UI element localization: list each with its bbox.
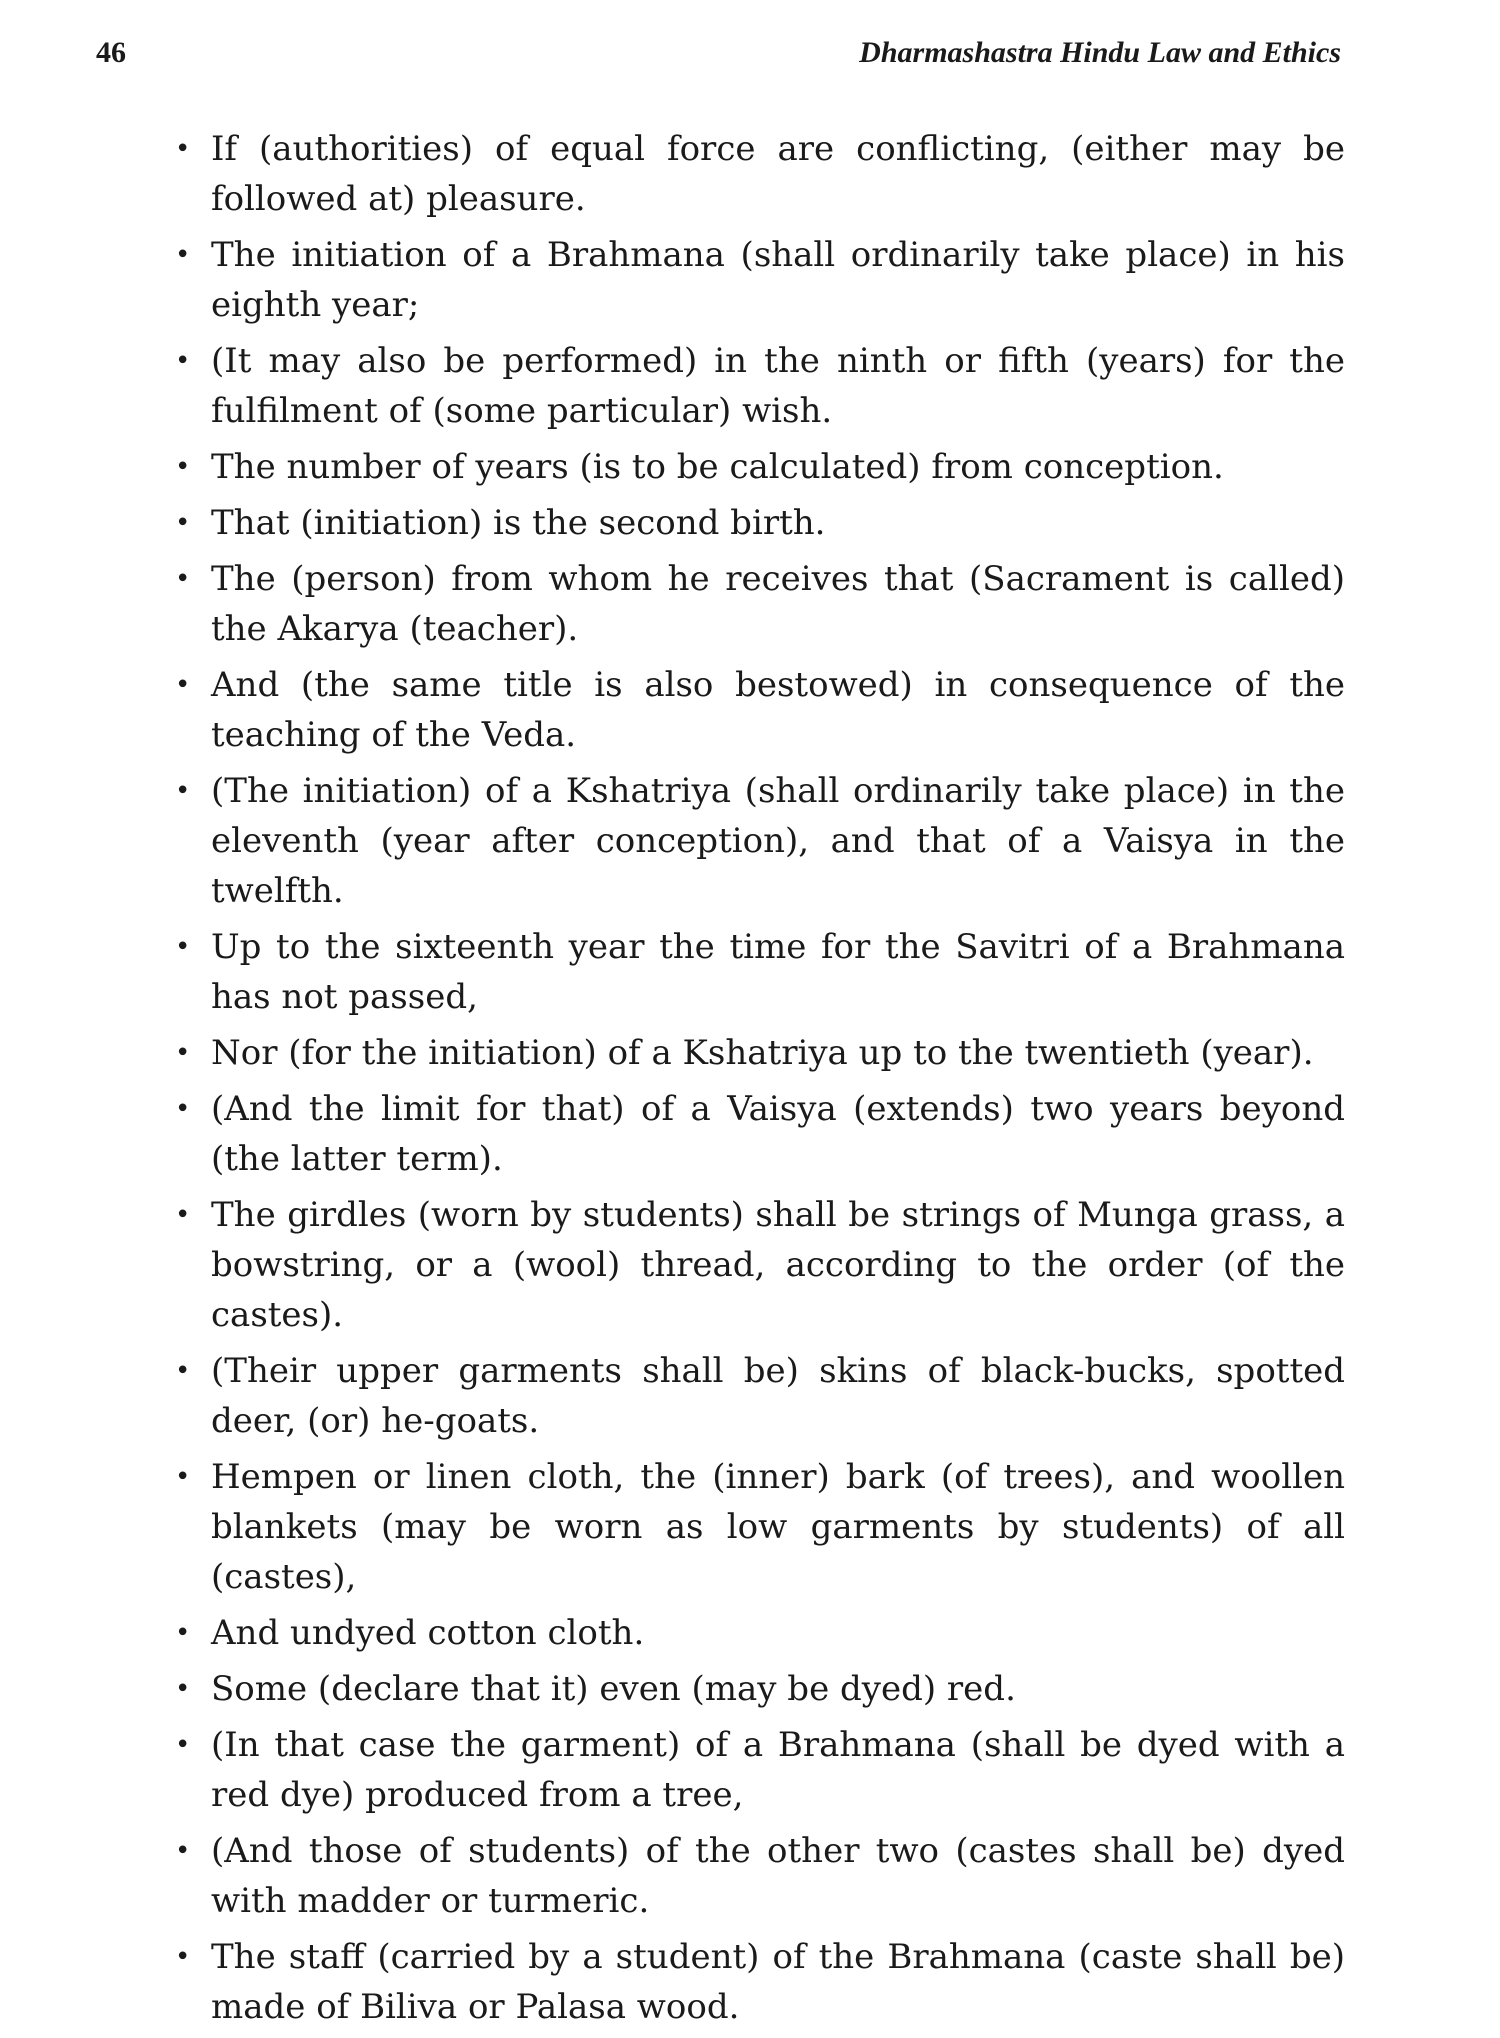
- list-item: [175, 922, 1345, 1022]
- page-body: [175, 124, 1345, 2038]
- bullet-icon: •: [175, 776, 191, 806]
- list-item: [175, 1084, 1345, 1184]
- bullet-icon: •: [175, 508, 191, 538]
- list-item-text: (And the limit for that) of a Vaisya (extends) two years beyond (the latter term).: [211, 1089, 1345, 1179]
- list-item: [175, 554, 1345, 654]
- bullet-icon: •: [175, 346, 191, 376]
- bullet-icon: •: [175, 1618, 191, 1648]
- bullet-icon: •: [175, 134, 191, 164]
- page-number: 46: [96, 36, 126, 69]
- list-item: [175, 1664, 1345, 1714]
- list-item-text: The girdles (worn by students) shall be strings of Munga grass, a bowstring, or a (wool) thread, according to the order (of the castes).: [211, 1195, 1345, 1335]
- list-item-text: (And those of students) of the other two (castes shall be) dyed with madder or turmeric.: [211, 1831, 1345, 1921]
- list-item: [175, 1028, 1345, 1078]
- list-item-text: If (authorities) of equal force are conflicting, (either may be followed at) pleasure.: [211, 129, 1345, 219]
- list-item: [175, 1932, 1345, 2032]
- bullet-icon: •: [175, 1038, 191, 1068]
- bullet-icon: •: [175, 670, 191, 700]
- list-item-text: The staff (carried by a student) of the Brahmana (caste shall be) made of Biliva or Palasa wood.: [211, 1937, 1345, 2027]
- list-item: [175, 1826, 1345, 1926]
- list-item-text: The (person) from whom he receives that (Sacrament is called) the Akarya (teacher).: [211, 559, 1345, 649]
- list-item-text: That (initiation) is the second birth.: [211, 503, 826, 543]
- list-item: [175, 1720, 1345, 1820]
- list-item: [175, 124, 1345, 224]
- bullet-icon: •: [175, 1356, 191, 1386]
- list-item: [175, 1346, 1345, 1446]
- list-item: [175, 336, 1345, 436]
- list-item-text: (Their upper garments shall be) skins of black-bucks, spotted deer, (or) he-goats.: [211, 1351, 1345, 1441]
- bullet-list: [175, 124, 1345, 2032]
- list-item: [175, 498, 1345, 548]
- page-header: [96, 36, 1341, 76]
- list-item-text: Up to the sixteenth year the time for the Savitri of a Brahmana has not passed,: [211, 927, 1345, 1017]
- bullet-icon: •: [175, 1674, 191, 1704]
- list-item-text: And undyed cotton cloth.: [211, 1613, 645, 1653]
- list-item-text: And (the same title is also bestowed) in consequence of the teaching of the Veda.: [211, 665, 1345, 755]
- list-item: [175, 1452, 1345, 1602]
- list-item: [175, 766, 1345, 916]
- bullet-icon: •: [175, 1730, 191, 1760]
- list-item-text: Hempen or linen cloth, the (inner) bark (of trees), and woollen blankets (may be worn as low garments by students) of all (castes),: [211, 1457, 1345, 1597]
- bullet-icon: •: [175, 932, 191, 962]
- list-item-text: The initiation of a Brahmana (shall ordinarily take place) in his eighth year;: [211, 235, 1345, 325]
- list-item-text: Nor (for the initiation) of a Kshatriya up to the twentieth (year).: [211, 1033, 1314, 1073]
- bullet-icon: •: [175, 240, 191, 270]
- list-item: [175, 230, 1345, 330]
- bullet-icon: •: [175, 452, 191, 482]
- bullet-icon: •: [175, 1942, 191, 1972]
- running-title: Dharmashastra Hindu Law and Ethics: [859, 36, 1341, 69]
- list-item: [175, 1608, 1345, 1658]
- list-item-text: Some (declare that it) even (may be dyed) red.: [211, 1669, 1016, 1709]
- list-item: [175, 442, 1345, 492]
- list-item: [175, 660, 1345, 760]
- list-item-text: (The initiation) of a Kshatriya (shall ordinarily take place) in the eleventh (year after conception), and that of a Vaisya in the twelfth.: [211, 771, 1345, 911]
- bullet-icon: •: [175, 1462, 191, 1492]
- list-item: [175, 1190, 1345, 1340]
- list-item-text: (In that case the garment) of a Brahmana (shall be dyed with a red dye) produced from a tree,: [211, 1725, 1345, 1815]
- list-item-text: The number of years (is to be calculated) from conception.: [211, 447, 1224, 487]
- list-item-text: (It may also be performed) in the ninth or fifth (years) for the fulfilment of (some particular) wish.: [211, 341, 1345, 431]
- bullet-icon: •: [175, 1200, 191, 1230]
- bullet-icon: •: [175, 1094, 191, 1124]
- bullet-icon: •: [175, 564, 191, 594]
- bullet-icon: •: [175, 1836, 191, 1866]
